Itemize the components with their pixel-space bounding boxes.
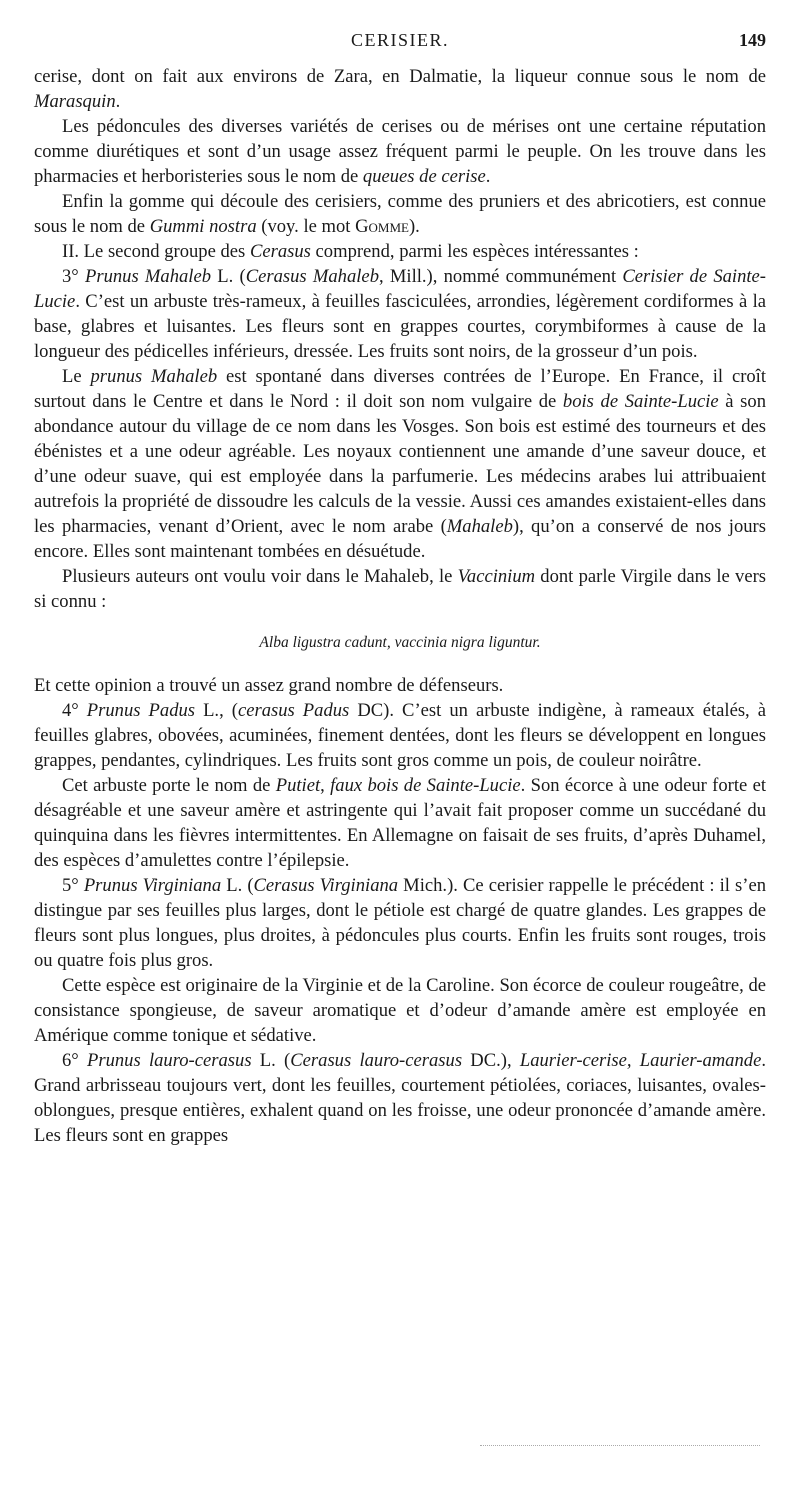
text-span: . Grand arbrisseau toujours vert, dont les feuilles, courtement pétiolées, coriaces, luisantes, ovales-oblongues, presque entières, exhalent quand on les froisse, une odeur prononcée d’amande amère. Les fleurs sont en grappes <box>34 1050 766 1146</box>
text-span: . Son écorce à une odeur forte et désagréable et une saveur amère et astringente qui l’avait fait proposer comme un succédané du quinquina dans les fièvres intermittentes. En Allemagne on faisait de ses fruits, d’après Duhamel, des espèces d’amulettes contre l’épilepsie. <box>34 775 767 871</box>
italic-span: Cerisier de Sainte-Lucie <box>34 266 767 312</box>
italic-span: Cerasus Virginiana <box>253 875 399 896</box>
paragraph <box>34 189 766 239</box>
italic-span: Prunus Padus <box>86 700 196 721</box>
verse-quote <box>34 630 766 655</box>
italic-span: Gummi nostra <box>149 216 257 237</box>
text-span: . <box>485 166 491 187</box>
paragraph <box>34 698 766 773</box>
text-span: DC). C’est un arbuste indigène, à rameaux étalés, à feuilles glabres, obovées, acuminées, finement dentées, dont les fleurs se développent en longues grappes, pendantes, cylindriques. Les fruits sont gros comme un pois, de couleur noirâtre. <box>34 700 766 771</box>
page-number: 149 <box>739 30 766 50</box>
text-span: est spontané dans diverses contrées de l’Europe. En France, il croît surtout dans le Centre et dans le Nord : il doit son nom vulgaire de <box>34 366 767 412</box>
small-caps-span: Gomme <box>355 216 409 237</box>
paragraph <box>34 973 766 1048</box>
text-span: , <box>320 775 331 796</box>
paragraph <box>34 64 766 114</box>
text-span: DC.), <box>462 1050 520 1071</box>
italic-span: faux bois de Sainte-Lucie <box>330 775 521 796</box>
text-span: 6° <box>62 1050 87 1071</box>
italic-span: Vaccinium <box>457 566 536 587</box>
italic-span: Laurier-cerise, Laurier-amande <box>519 1050 762 1071</box>
text-span: Mich.). Ce cerisier rappelle le précédent : il s’en distingue par ses feuilles plus larges, dont le pétiole est chargé de quatre glandes. Les grappes de fleurs sont plus longues, plus droites, à pédoncules plus courts. Enfin les fruits sont rouges, trois ou quatre fois plus gros. <box>34 875 767 971</box>
paragraph <box>34 673 766 698</box>
paragraph <box>34 364 766 564</box>
italic-span: Cerasus Mahaleb <box>245 266 379 287</box>
text-span: dont parle Virgile dans le vers si connu : <box>34 566 766 612</box>
paragraph <box>34 114 766 189</box>
text-span: L. ( <box>221 875 254 896</box>
text-span: ). <box>408 216 420 237</box>
text-span: 4° <box>62 700 87 721</box>
text-span: 5° <box>62 875 84 896</box>
text-span: Enfin la gomme qui découle des cerisiers, comme des pruniers et des abricotiers, est connue sous le nom de <box>34 191 766 237</box>
paragraph <box>34 239 766 264</box>
text-span: 3° <box>62 266 85 287</box>
italic-span: Prunus Mahaleb <box>84 266 212 287</box>
text-span: à son abondance autour du village de ce nom dans les Vosges. Son bois est estimé des tourneurs et des ébénistes et a une odeur agréable. Les noyaux contiennent une amande d’une saveur douce, et d’une odeur suave, qui est employée dans la parfumerie. Les médecins arabes lui attribuaient autrefois la propriété de dissoudre les calculs de la vessie. Aussi ces amandes existaient-elles dans les pharmacies, venant d’Orient, avec le nom arabe ( <box>34 391 766 537</box>
text-span: ), qu’on a conservé de nos jours encore. Elles sont maintenant tombées en désuétude. <box>34 516 766 562</box>
text-span: cerise, dont on fait aux environs de Zara, en Dalmatie, la liqueur connue sous le nom de <box>34 66 766 87</box>
italic-span: Cerasus <box>249 241 311 262</box>
italic-span: Prunus lauro-cerasus <box>86 1050 252 1071</box>
footer-rule <box>480 1445 760 1446</box>
text-span: Le <box>62 366 91 387</box>
text-span: . <box>115 91 121 112</box>
text-span: L. ( <box>251 1050 291 1071</box>
text-span: comprend, parmi les espèces intéressantes : <box>310 241 639 262</box>
paragraph <box>34 873 766 973</box>
text-span: , Mill.), nommé communément <box>379 266 623 287</box>
text-span: Les pédoncules des diverses variétés de cerises ou de mérises ont une certaine réputation comme diurétiques et sont d’un usage assez fréquent parmi le peuple. On les trouve dans les pharmacies et herboristeries sous le nom de <box>34 116 766 187</box>
italic-span: prunus Mahaleb <box>90 366 218 387</box>
italic-span: cerasus Padus <box>237 700 350 721</box>
paragraph <box>34 564 766 614</box>
text-span: Cette espèce est originaire de la Virginie et de la Caroline. Son écorce de couleur rougeâtre, de consistance spongieuse, de saveur aromatique et d’odeur d’amande amère est employée en Amérique comme tonique et sédative. <box>34 975 766 1046</box>
text-span: (voy. le mot <box>256 216 356 237</box>
paragraph <box>34 1048 766 1148</box>
text-span: L., ( <box>195 700 238 721</box>
text-span: Alba ligustra cadunt, vaccinia nigra liguntur. <box>259 634 541 651</box>
text-span: Plusieurs auteurs ont voulu voir dans le Mahaleb, le <box>62 566 458 587</box>
italic-span: Putiet <box>275 775 321 796</box>
text-body <box>34 64 766 1148</box>
italic-span: Prunus Virginiana <box>83 875 222 896</box>
running-title: CERISIER. <box>350 30 449 50</box>
text-span: II. Le second groupe des <box>62 241 250 262</box>
text-span: Cet arbuste porte le nom de <box>62 775 276 796</box>
text-span: L. ( <box>211 266 246 287</box>
paragraph <box>34 264 766 364</box>
italic-span: Marasquin <box>34 91 116 112</box>
text-span: . C’est un arbuste très-rameux, à feuilles fasciculées, arrondies, légèrement cordiformes à la base, glabres et luisantes. Les fleurs sont en grappes courtes, corymbiformes à cause de la longueur des pédicelles inférieurs, dressée. Les fruits sont noirs, de la grosseur d’un pois. <box>34 291 766 362</box>
italic-span: Cerasus lauro-cerasus <box>290 1050 463 1071</box>
running-header <box>34 30 766 58</box>
text-span: Et cette opinion a trouvé un assez grand nombre de défenseurs. <box>34 675 504 696</box>
paragraph <box>34 773 766 873</box>
italic-span: bois de Sainte-Lucie <box>562 391 719 412</box>
italic-span: queues de cerise <box>362 166 486 187</box>
italic-span: Mahaleb <box>446 516 513 537</box>
